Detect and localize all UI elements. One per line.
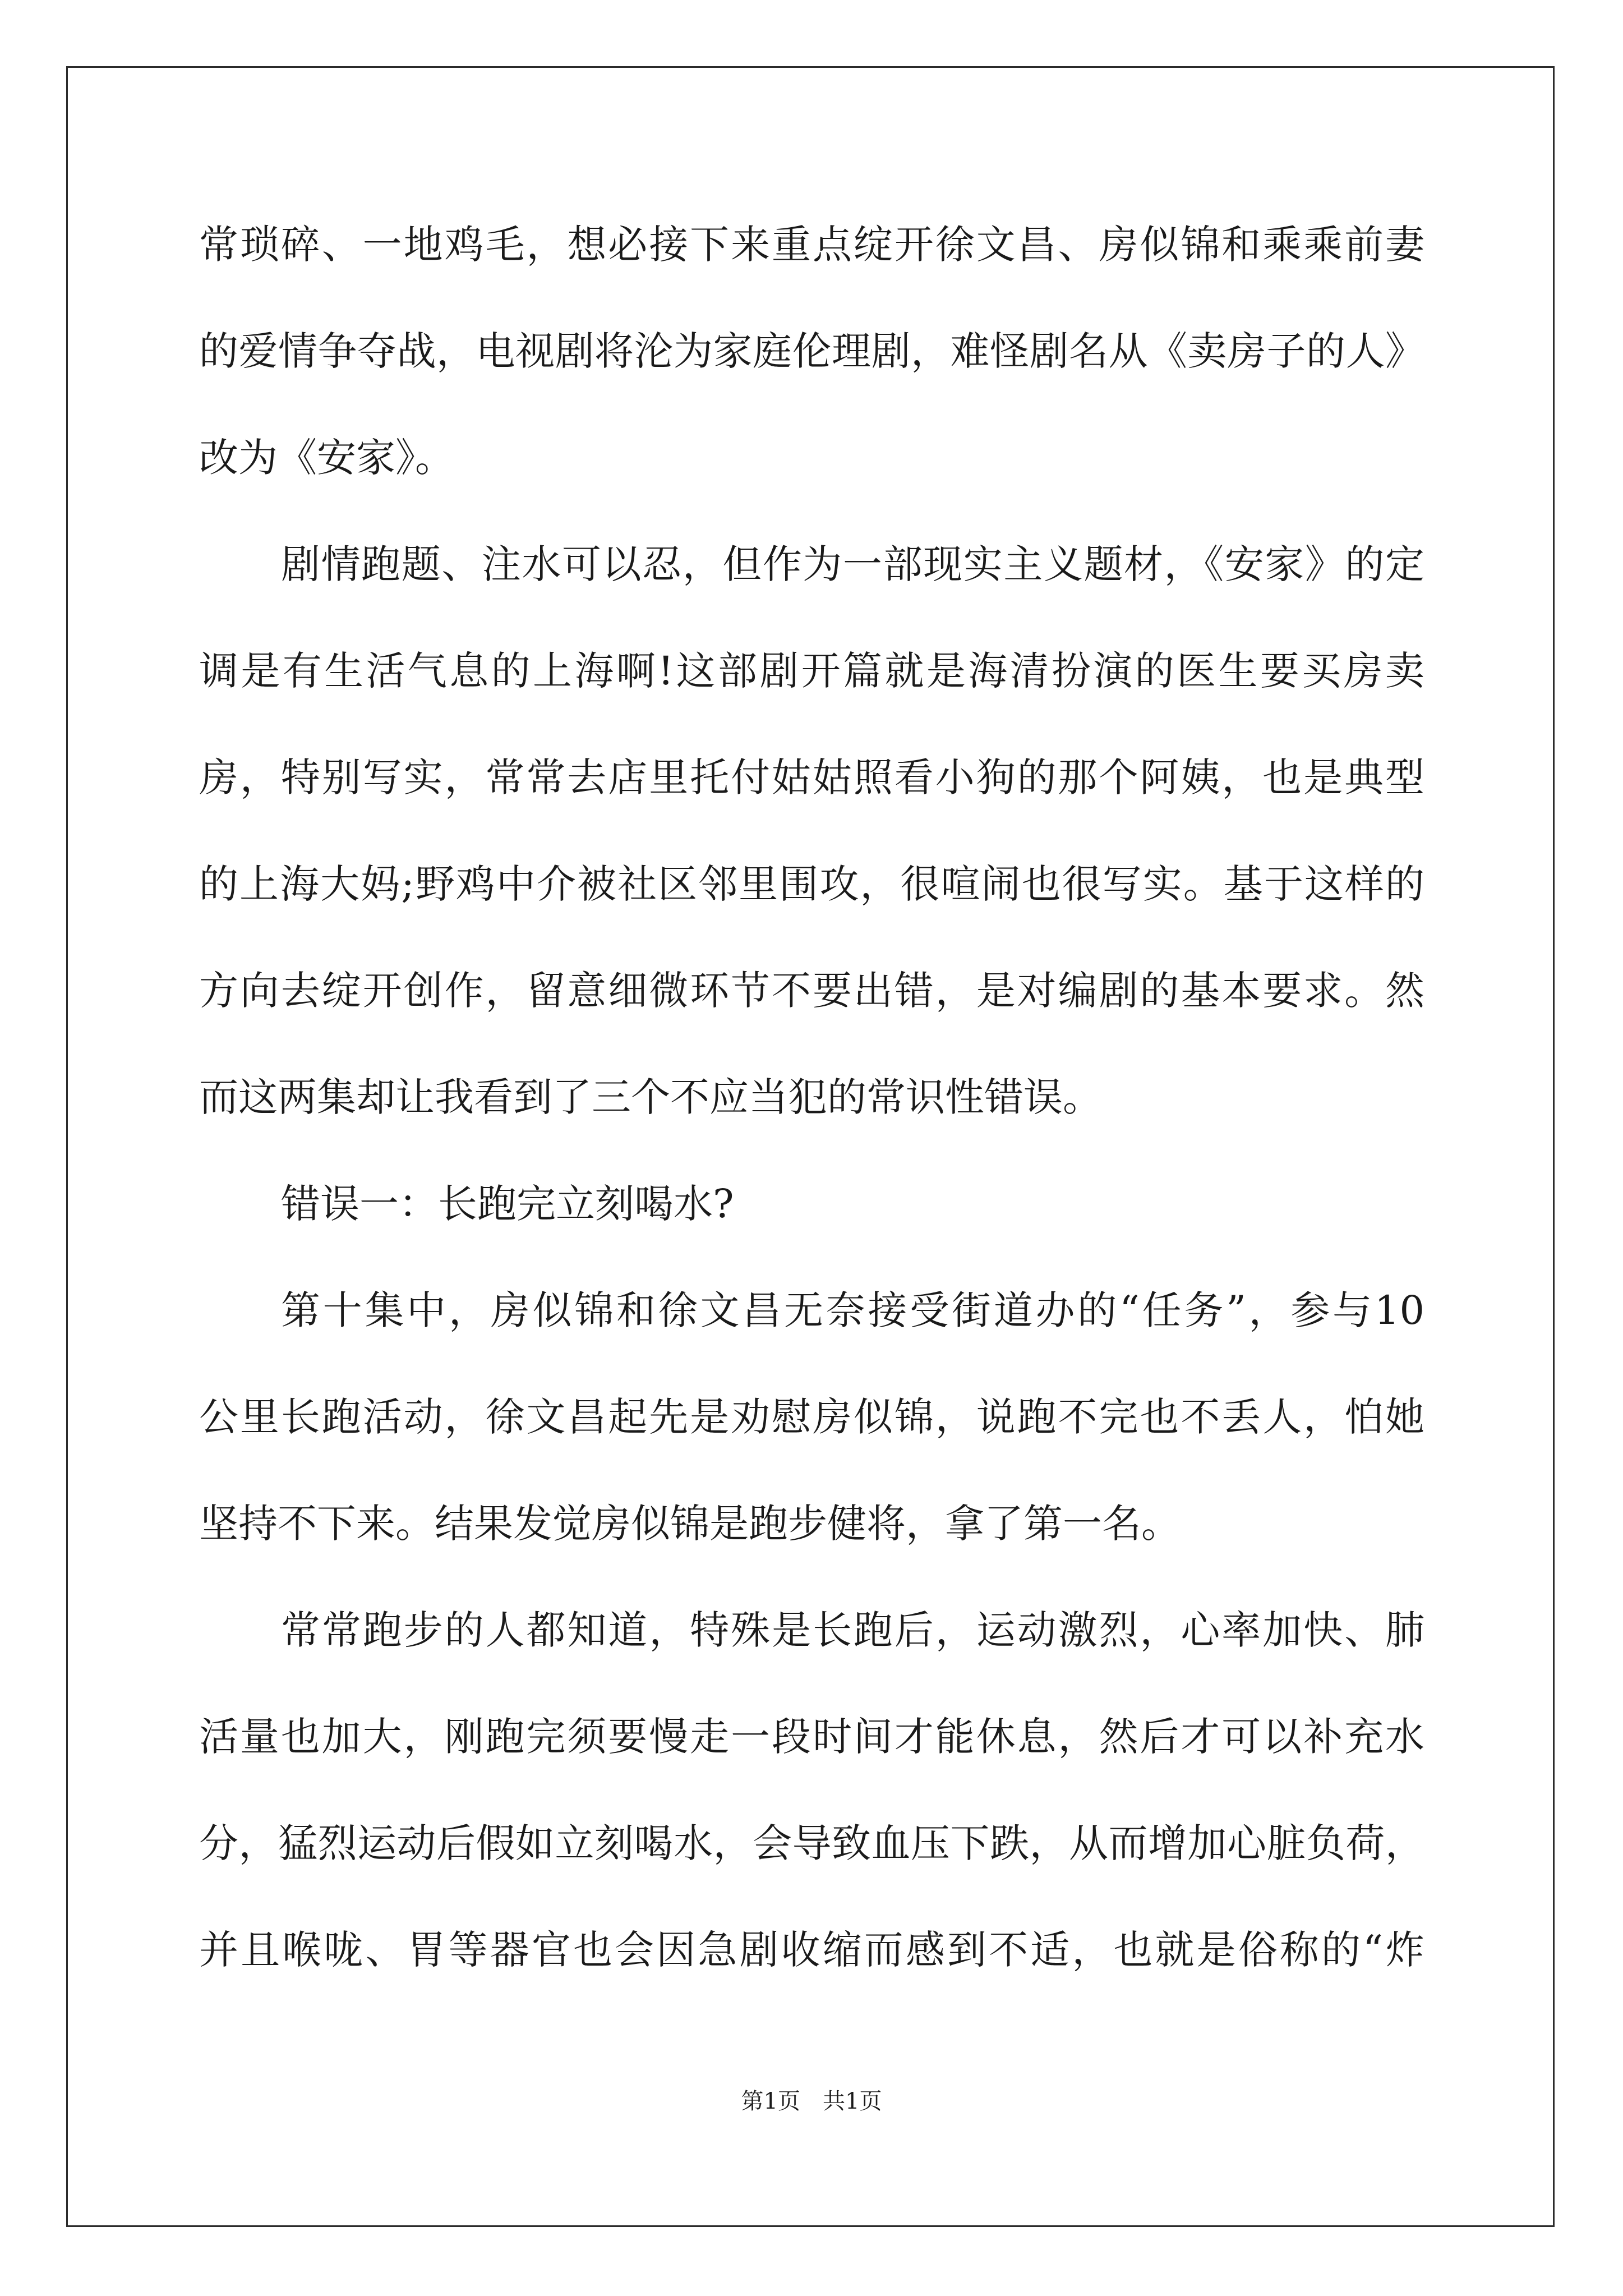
text-line-9: 而这两集却让我看到了三个不应当犯的常识性错误。 <box>199 1074 1102 1120</box>
text-line-3: 改为《安家》。 <box>199 435 454 481</box>
text-line-8: 方向去绽开创作，留意细微环节不要出错，是对编剧的基本要求。然 <box>199 968 1424 1014</box>
text-line-6: 房，特别写实，常常去店里托付姑姑照看小狗的那个阿姨，也是典型 <box>199 754 1424 800</box>
text-line-7: 的上海大妈;野鸡中介被社区邻里围攻，很喧闹也很写实。基于这样的 <box>199 861 1424 907</box>
text-line-15: 活量也加大，刚跑完须要慢走一段时间才能休息，然后才可以补充水 <box>199 1714 1424 1760</box>
text-line-12: 公里长跑活动，徐文昌起先是劝慰房似锦，说跑不完也不丢人，怕她 <box>199 1394 1424 1440</box>
text-line-10: 错误一：长跑完立刻喝水? <box>281 1181 734 1227</box>
page-border <box>66 66 1555 2227</box>
text-line-17: 并且喉咙、胃等器官也会因急剧收缩而感到不适，也就是俗称的“炸 <box>199 1927 1424 1973</box>
page-number-footer: 第1页 共1页 <box>741 2088 882 2114</box>
text-line-14: 常常跑步的人都知道，特殊是长跑后，运动激烈，心率加快、肺 <box>281 1607 1424 1653</box>
text-line-16: 分，猛烈运动后假如立刻喝水，会导致血压下跌，从而增加心脏负荷， <box>199 1820 1424 1866</box>
text-line-4: 剧情跑题、注水可以忍，但作为一部现实主义题材，《安家》的定 <box>281 541 1424 587</box>
text-line-13: 坚持不下来。结果发觉房似锦是跑步健将，拿了第一名。 <box>199 1501 1181 1547</box>
text-line-11: 第十集中，房似锦和徐文昌无奈接受街道办的“任务”，参与10 <box>281 1287 1424 1333</box>
text-line-5: 调是有生活气息的上海啊!这部剧开篇就是海清扮演的医生要买房卖 <box>199 648 1424 694</box>
text-line-1: 常琐碎、一地鸡毛，想必接下来重点绽开徐文昌、房似锦和乘乘前妻 <box>199 222 1424 268</box>
text-line-2: 的爱情争夺战，电视剧将沦为家庭伦理剧，难怪剧名从《卖房子的人》 <box>199 328 1424 374</box>
